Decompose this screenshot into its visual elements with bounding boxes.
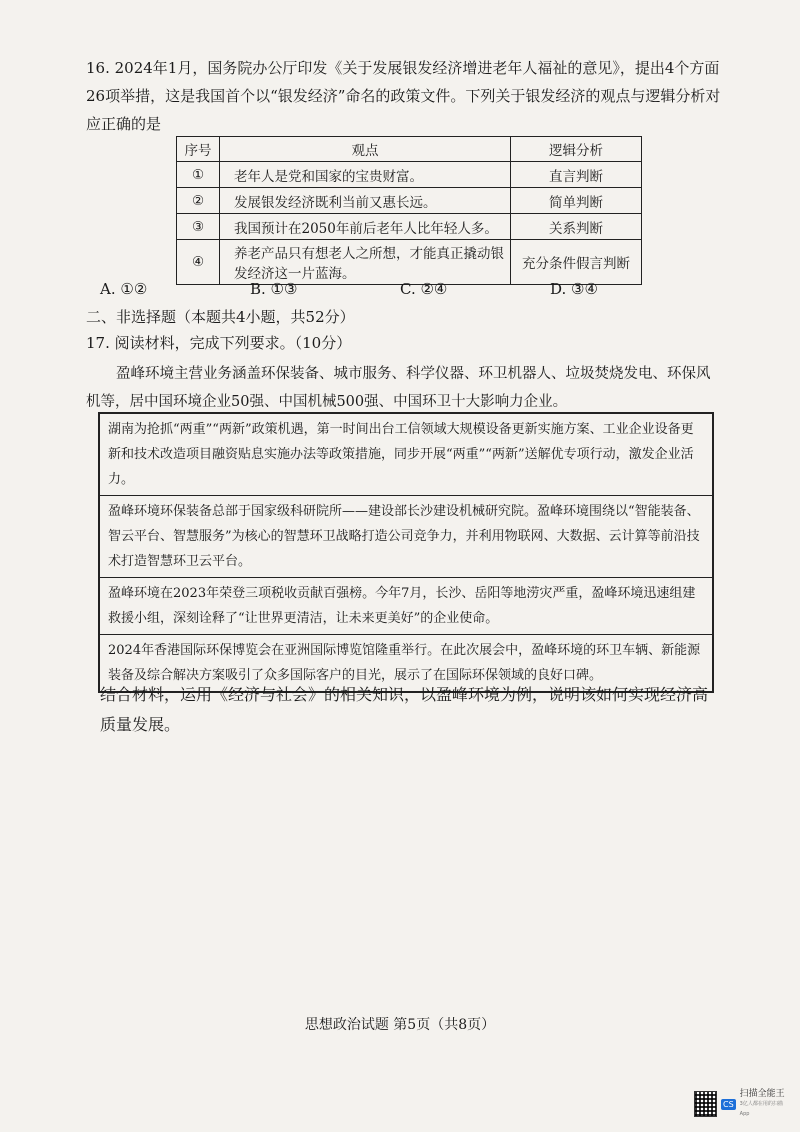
scanner-brand-name: 扫描全能王 [739,1089,785,1099]
header-no: 序号 [177,137,220,162]
row-analysis: 直言判断 [511,162,642,188]
table-header-row [177,137,642,162]
material-box: 盈峰环境在2023年荣登三项税收贡献百强榜。今年7月，长沙、岳阳等地涝灾严重，盈峰环境迅速组建救援小组，深刻诠释了“让世界更清洁，让未来更美好”的企业使命。 [100,578,712,635]
row-analysis: 简单判断 [511,188,642,214]
row-no: ① [177,162,220,188]
question-17-intro: 盈峰环境主营业务涵盖环保装备、城市服务、科学仪器、环卫机器人、垃圾焚烧发电、环保风机等，居中国环境企业50强、中国机械500强、中国环卫十大影响力企业。 [86,366,711,410]
row-view: 养老产品只有想老人之所想，才能真正撬动银发经济这一片蓝海。 [220,240,511,285]
scanner-brand [740,1089,786,1119]
row-no: ④ [177,240,220,285]
section-heading: 二、非选择题（本题共4小题，共52分） [86,308,355,326]
scanner-watermark [694,1086,786,1122]
option-a: A. ①② [100,280,148,298]
table-row [177,240,642,285]
material-boxes [98,412,714,693]
material-box: 湖南为抢抓“两重”“两新”政策机遇，第一时间出台工信领域大规模设备更新实施方案、工业企业设备更新和技术改造项目融资贴息实施办法等政策措施，同步开展“两重”“两新”送解优专项行动，激发企业活力。 [100,414,712,496]
logic-table [176,136,642,285]
row-no: ② [177,188,220,214]
material-box: 盈峰环境环保装备总部于国家级科研院所——建设部长沙建设机械研究院。盈峰环境围绕以“智能装备、智云平台、智慧服务”为核心的智慧环卫战略打造公司竞争力，并利用物联网、大数据、云计算等前沿技术打造智慧环卫云平台。 [100,496,712,578]
material-box: 2024年香港国际环保博览会在亚洲国际博览馆隆重举行。在此次展会中，盈峰环境的环卫车辆、新能源装备及综合解决方案吸引了众多国际客户的目光，展示了在国际环保领域的良好口碑。 [108,643,701,683]
question-16 [86,54,726,138]
header-analysis: 逻辑分析 [511,137,642,162]
question-17-title: 17. 阅读材料，完成下列要求。（10分） [86,334,352,352]
scanner-brand-sub: 3亿人都在用的扫描App [739,1101,783,1117]
option-b: B. ①③ [250,280,298,298]
row-analysis: 关系判断 [511,214,642,240]
row-analysis: 充分条件假言判断 [511,240,642,285]
header-view: 观点 [220,137,511,162]
row-no: ③ [177,214,220,240]
table-row [177,188,642,214]
qr-code-icon [694,1091,717,1117]
row-view: 老年人是党和国家的宝贵财富。 [220,162,511,188]
question-16-stem: 16. 2024年1月，国务院办公厅印发《关于发展银发经济增进老年人福祉的意见》，提出4个方面26项举措，这是我国首个以“银发经济”命名的政策文件。下列关于银发经济的观点与逻辑分析对应正确的是 [86,59,721,133]
table-row [177,162,642,188]
question-17-ask: 结合材料，运用《经济与社会》的相关知识，以盈峰环境为例，说明该如何实现经济高质量发展。 [100,685,709,734]
option-d: D. ③④ [550,280,598,298]
row-view: 发展银发经济既利当前又惠长远。 [220,188,511,214]
question-16-options [100,280,620,298]
option-c: C. ②④ [400,280,448,298]
row-view: 我国预计在2050年前后老年人比年轻人多。 [220,214,511,240]
table-row [177,214,642,240]
page-footer: 思想政治试题 第5页（共8页） [304,1017,496,1033]
cs-logo-icon: CS [723,1099,734,1109]
